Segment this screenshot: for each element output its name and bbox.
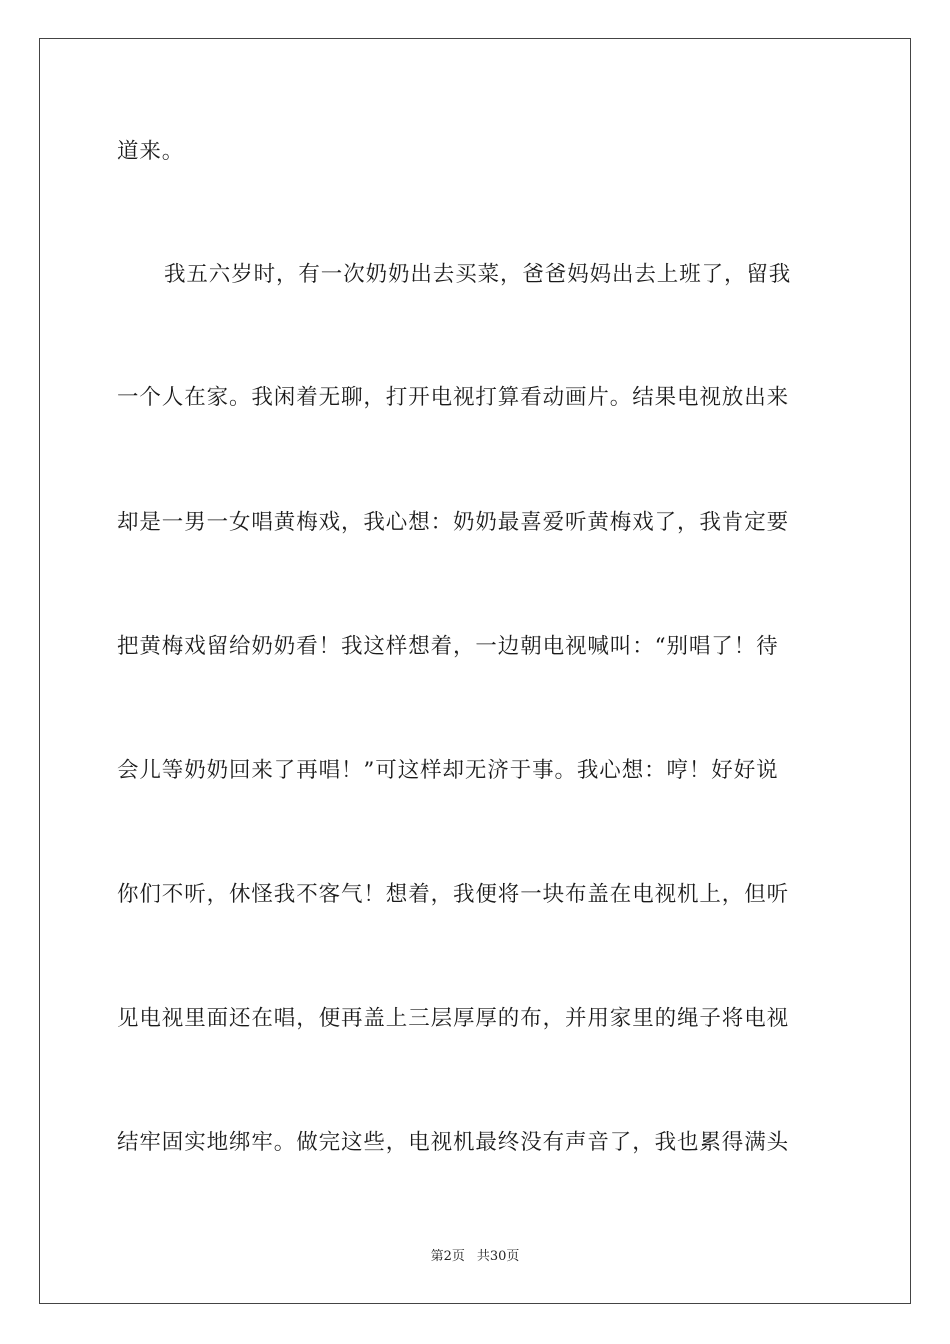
- paragraph-line: 结牢固实地绑牢。做完这些，电视机最终没有声音了，我也累得满头: [117, 1130, 790, 1155]
- paragraph-line: 见电视里面还在唱，便再盖上三层厚厚的布，并用家里的绳子将电视: [117, 1006, 790, 1031]
- paragraph-line: 把黄梅戏留给奶奶看！我这样想着，一边朝电视喊叫：“别唱了！待: [117, 634, 779, 659]
- paragraph-line: 一个人在家。我闲着无聊，打开电视打算看动画片。结果电视放出来: [117, 385, 790, 410]
- paragraph-line: 却是一男一女唱黄梅戏，我心想：奶奶最喜爱听黄梅戏了，我肯定要: [117, 510, 790, 535]
- paragraph-line: 我五六岁时，有一次奶奶出去买菜，爸爸妈妈出去上班了，留我: [164, 262, 792, 287]
- page-border: [39, 38, 911, 1304]
- page-footer: [0, 1245, 950, 1264]
- paragraph-line: 你们不听，休怪我不客气！想着，我便将一块布盖在电视机上，但听: [117, 882, 790, 907]
- page-total: 共30页: [476, 1249, 520, 1264]
- paragraph-line: 道来。: [117, 139, 185, 164]
- page-number: 第2页: [430, 1249, 465, 1264]
- paragraph-line: 会儿等奶奶回来了再唱！”可这样却无济于事。我心想：哼！好好说: [117, 758, 779, 783]
